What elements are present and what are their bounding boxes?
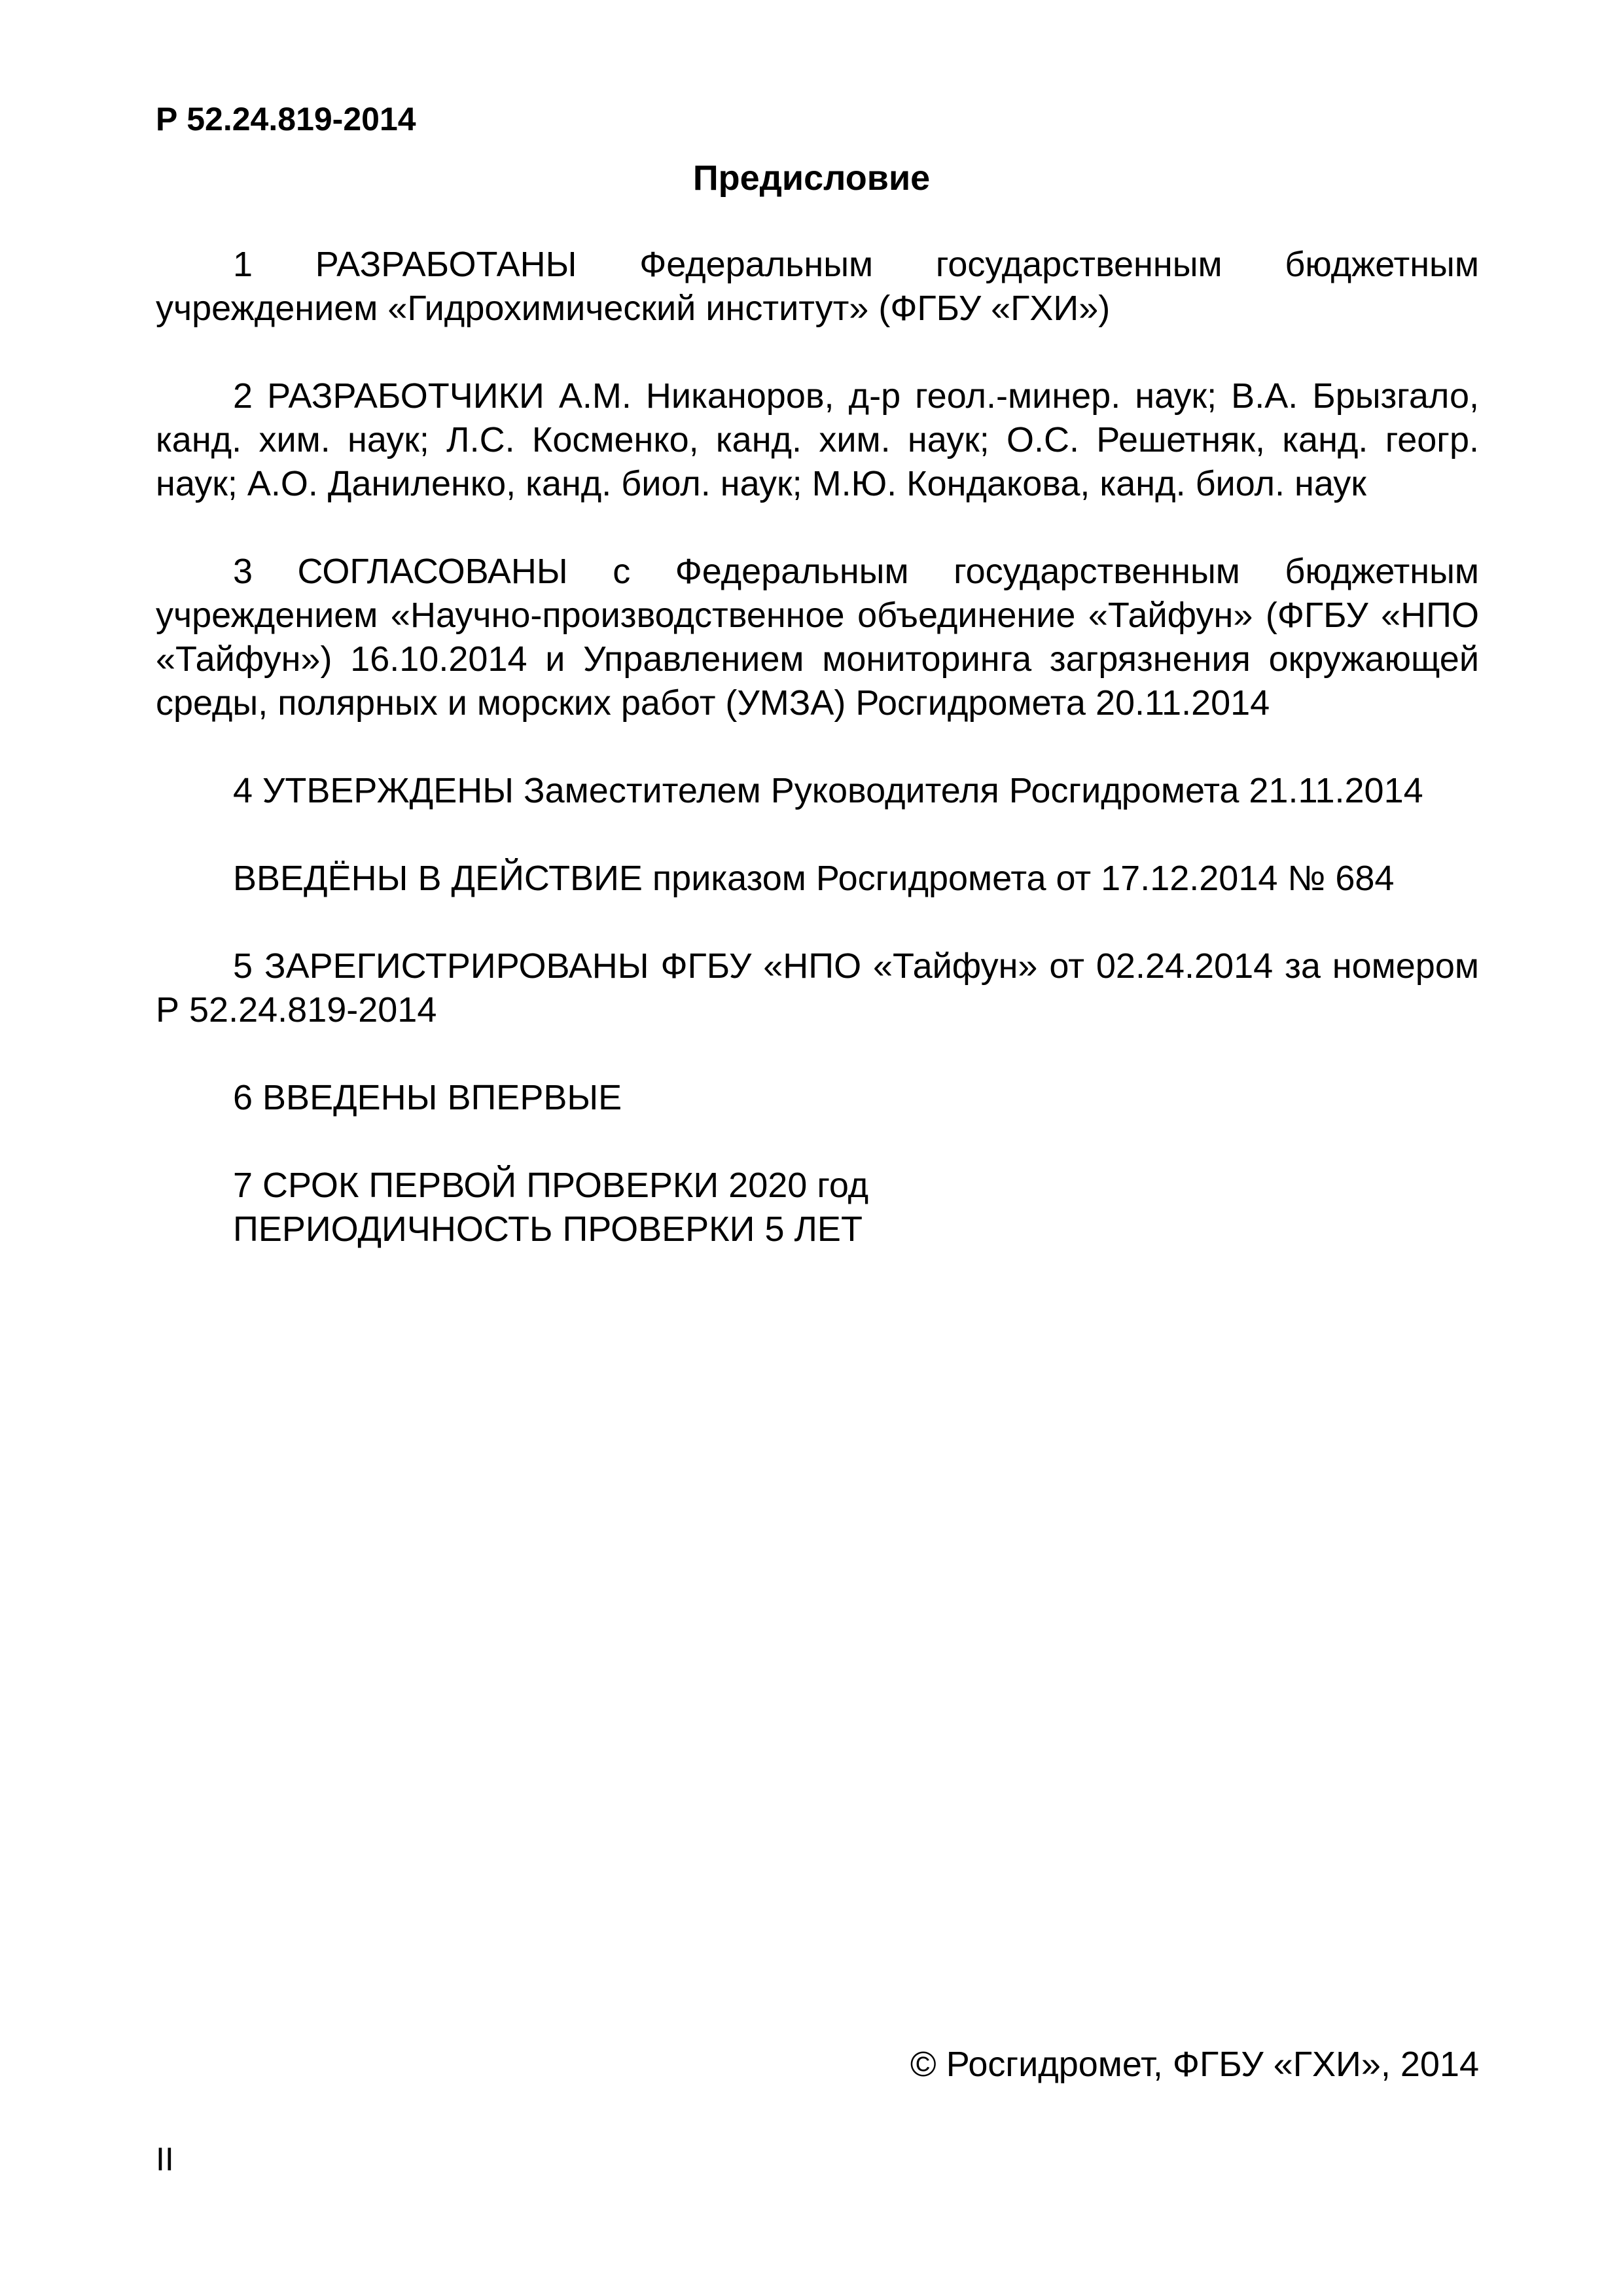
foreword-item-agreed: 3 СОГЛАСОВАНЫ с Федеральным государственным бюджетным учреждением «Научно-производственное объединение «Тайфун» (ФГБУ «НПО «Тайфун») 16.10.2014 и Управлением мониторинга загрязнения окружающей среды, полярных и морских работ (УМЗА) Росгидромета 20.11.2014 — [156, 552, 1479, 723]
review-date-line: 7 СРОК ПЕРВОЙ ПРОВЕРКИ 2020 год — [233, 1166, 869, 1205]
foreword-item-developers: 2 РАЗРАБОТЧИКИ А.М. Никаноров, д-р геол.-минер. наук; В.А. Брызгало, канд. хим. наук; Л.С. Косменко, канд. хим. наук; О.С. Решетняк, канд. геогр. наук; А.О. Даниленко, канд. биол. наук; М.Ю. Кондакова, канд. биол. наук — [156, 376, 1479, 503]
foreword-body — [156, 243, 1479, 1251]
copyright-notice: © Росгидромет, ФГБУ «ГХИ», 2014 — [910, 2045, 1479, 2084]
review-period-line: ПЕРИОДИЧНОСТЬ ПРОВЕРКИ 5 ЛЕТ — [233, 1210, 863, 1249]
document-code: Р 52.24.819-2014 — [156, 101, 416, 137]
foreword-item-review — [156, 1164, 1479, 1251]
page-title: Предисловие — [692, 158, 931, 198]
foreword-item-enacted: ВВЕДЁНЫ В ДЕЙСТВИЕ приказом Росгидромета от 17.12.2014 № 684 — [233, 859, 1395, 898]
foreword-item-registered: 5 ЗАРЕГИСТРИРОВАНЫ ФГБУ «НПО «Тайфун» от 02.24.2014 за номером Р 52.24.819-2014 — [156, 946, 1479, 1030]
page-number: II — [156, 2141, 174, 2178]
foreword-item-approved: 4 УТВЕРЖДЕНЫ Заместителем Руководителя Росгидромета 21.11.2014 — [233, 771, 1423, 810]
foreword-item-developed: 1 РАЗРАБОТАНЫ Федеральным государственным бюджетным учреждением «Гидрохимический институт» (ФГБУ «ГХИ») — [156, 245, 1479, 328]
foreword-item-first-introduced: 6 ВВЕДЕНЫ ВПЕРВЫЕ — [233, 1078, 622, 1117]
